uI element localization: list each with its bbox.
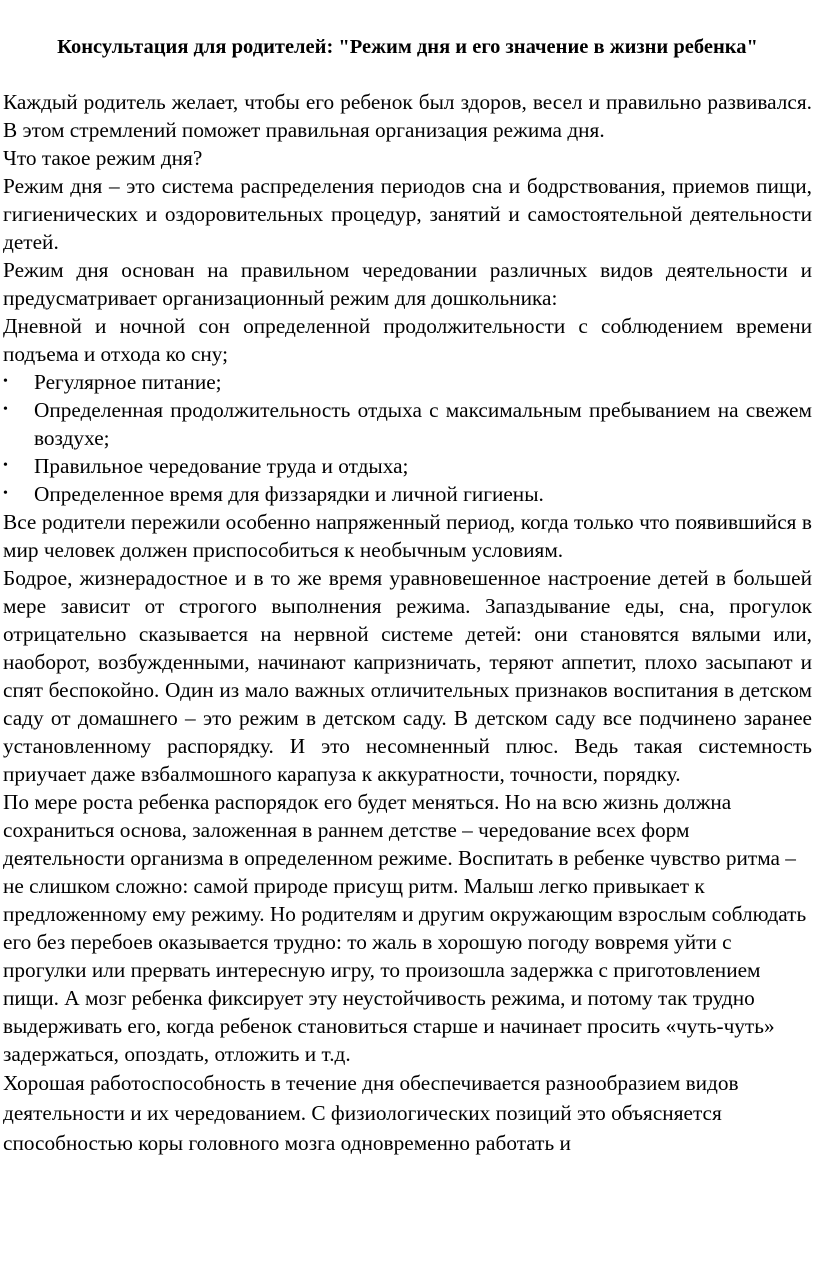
paragraph-mood: Бодрое, жизнерадостное и в то же время уравновешенное настроение детей в большей мере зависит от строгого выполнения режима. Запаздывание еды, сна, прогулок отрицательно сказывается на нервной системе детей: они становятся вялыми или, наоборот, возбужденными, начинают капризничать, теряют аппетит, плохо засыпают и спят беспокойно. Один из мало важных отличительных признаков воспитания в детском саду от домашнего – это режим в детском саду. В детском саду все подчинено заранее установленному распорядку. И это несомненный плюс. Ведь такая системность приучает даже взбалмошного карапуза к аккуратности, точности, порядку. [3,566,812,786]
paragraph-intro: Каждый родитель желает, чтобы его ребенок был здоров, весел и правильно развивался. В этом стремлений поможет правильная организация режима дня. [3,90,812,142]
bullet-icon: • [3,486,8,501]
list-item [3,452,812,480]
paragraph-parents: Все родители пережили особенно напряженный период, когда только что появившийся в мир человек должен приспособиться к необычным условиям. [3,510,812,562]
paragraph-definition: Режим дня – это система распределения периодов сна и бодрствования, приемов пищи, гигиенических и оздоровительных процедур, занятий и самостоятельной деятельности детей. [3,174,812,254]
document-title: Консультация для родителей: "Режим дня и его значение в жизни ребенка" [57,36,758,58]
regime-bullet-list [3,368,812,508]
paragraph-sleep: Дневной и ночной сон определенной продолжительности с соблюдением времени подъема и отхода ко сну; [3,314,812,366]
paragraph-question: Что такое режим дня? [3,146,203,170]
list-item [3,480,812,508]
paragraph-basis: Режим дня основан на правильном чередовании различных видов деятельности и предусматривает организационный режим для дошкольника: [3,258,812,310]
list-item-text: Определенная продолжительность отдыха с максимальным пребыванием на свежем воздухе; [34,398,812,450]
list-item [3,368,812,396]
list-item-text: Определенное время для физзарядки и личной гигиены. [34,482,544,506]
paragraph-performance: Хорошая работоспособность в течение дня обеспечивается разнообразием видов деятельности и их чередованием. С физиологических позиций это объясняется способностью коры головного мозга одновременно работать и [3,1071,739,1155]
list-item-text: Правильное чередование труда и отдыха; [34,454,409,478]
bullet-icon: • [3,458,8,473]
bullet-icon: • [3,402,8,417]
paragraph-growth: По мере роста ребенка распорядок его будет меняться. Но на всю жизнь должна сохраниться основа, заложенная в раннем детстве – чередование всех форм деятельности организма в определенном режиме. Воспитать в ребенке чувство ритма – не слишком сложно: самой природе присущ ритм. Малыш легко привыкает к предложенному ему режиму. Но родителям и другим окружающим взрослым соблюдать его без перебоев оказывается трудно: то жаль в хорошую погоду вовремя уйти с прогулки или прервать интересную игру, то произошла задержка с приготовлением пищи. А мозг ребенка фиксирует эту неустойчивость режима, и потому так трудно выдерживать его, когда ребенок становиться старше и начинает просить «чуть-чуть» задержаться, опоздать, отложить и т.д. [3,790,807,1066]
list-item-text: Регулярное питание; [34,370,222,394]
list-item [3,396,812,452]
bullet-icon: • [3,374,8,389]
